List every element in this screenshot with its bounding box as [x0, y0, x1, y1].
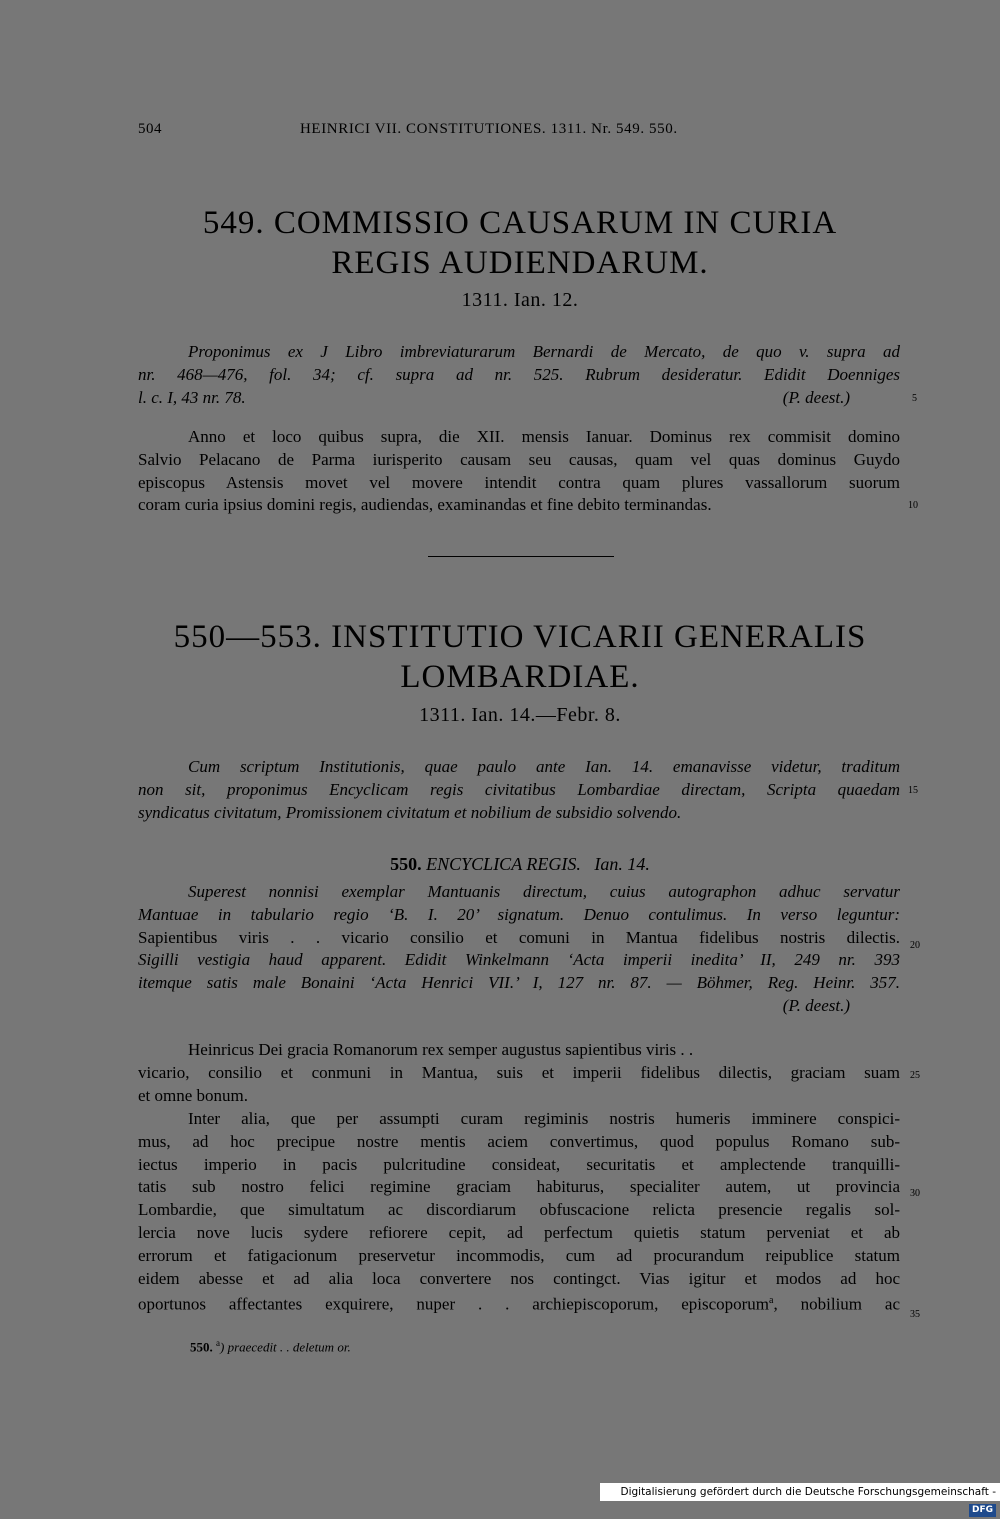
doc-550-greeting [138, 1039, 900, 1107]
intro-line: Cum scriptum Institutionis, quae paulo ante Ian. 14. emanavisse videtur, traditum [188, 757, 900, 776]
doc-550-title [140, 617, 900, 697]
body-line: coram curia ipsius domini regis, audiendas, examinandas et fine debito terminandas. [138, 495, 712, 515]
source-line: Sapientibus viris . . vicario consilio et comuni in Mantua fidelibus nostris dilectis. [138, 927, 900, 947]
doc-550-date: 1311. Ian. 14.—Febr. 8. [419, 704, 621, 726]
doc-549-title-line1: 549. COMMISSIO CAUSARUM IN CURIA [202, 205, 838, 241]
text-segment: oportunos affectantes exquirere, nuper . . archiepiscoporum, episcoporum [138, 1295, 770, 1315]
text-line: Heinricus Dei gracia Romanorum rex semper augustus sapientibus viris . . [188, 1040, 694, 1059]
doc-549-date: 1311. Ian. 12. [461, 289, 579, 311]
running-header [138, 121, 838, 143]
p-deest: (P. deest.) [782, 995, 850, 1015]
doc-549-title-line2: REGIS AUDIENDARUM. [331, 245, 709, 281]
intro-line: non sit, proponimus Encyclicam regis civitatibus Lombardiae directam, Scripta quaedam [138, 779, 900, 799]
footer-text: Digitalisierung gefördert durch die Deutsche Forschungsgemeinschaft - [620, 1486, 996, 1498]
intro-line: syndicatus civitatum, Promissionem civitatum et nobilium de subsidio solvendo. [138, 802, 682, 822]
line-number: 30 [910, 1188, 920, 1199]
running-title: HEINRICI VII. CONSTITUTIONES. 1311. Nr. 549. 550. [300, 121, 678, 137]
line-number: 5 [912, 393, 917, 404]
text-line: Inter alia, que per assumpti curam regiminis nostris humeris imminere conspici- [188, 1109, 900, 1128]
sub-title: ENCYCLICA REGIS. [426, 854, 581, 874]
line-number: 25 [910, 1070, 920, 1081]
dfg-footer [600, 1483, 1000, 1515]
doc-550-title-line1: 550—553. INSTITUTIO VICARII GENERALIS [173, 619, 867, 655]
body-line: Salvio Pelacano de Parma iurisperito causam seu causas, quam vel quas dominus Guydo [138, 449, 900, 469]
source-line: itemque satis male Bonaini ‘Acta Henrici VII.’ I, 127 nr. 87. — Böhmer, Reg. Heinr. 357. [138, 973, 900, 993]
section-divider [428, 556, 614, 557]
doc-550-body [138, 1108, 900, 1317]
body-line: episcopus Astensis movet vel movere intendit contra quam plures vassallorum suorum [138, 472, 900, 492]
text-line: mus, ad hoc precipue nostre mentis aciem convertimus, quod populus Romano sub- [138, 1131, 900, 1151]
text-line: tatis sub nostro felici regimine graciam habiturus, specialiter autem, ut provincia [138, 1177, 900, 1197]
p-deest: (P. deest.) [782, 387, 850, 407]
sub-date: Ian. 14. [594, 854, 650, 874]
dfg-logo: DFG [969, 1504, 996, 1517]
doc-549-intro [138, 341, 900, 409]
footnote [190, 1338, 351, 1355]
encyclica-heading [140, 854, 900, 875]
doc-550-source [138, 881, 900, 1018]
intro-text: l. c. I, 43 nr. 78. [138, 387, 246, 407]
line-number: 20 [910, 940, 920, 951]
footnote-marker: a [769, 1295, 774, 1307]
text-line: Lombardie, que simultatum ac discordiarum obfuscacione relicta presencie regalis sol- [138, 1200, 900, 1220]
sub-number: 550. [390, 854, 422, 874]
text-line: lercia nove lucis sydere refiorere cepit, ad perfectum quietis statum perveniat et ab [138, 1222, 900, 1242]
text-line: vicario, consilio et conmuni in Mantua, suis et imperii fidelibus dilectis, graciam suam [138, 1062, 900, 1082]
doc-549-title [140, 203, 900, 283]
text-line: errorum et fatigacionum preservetur incommodis, cum ad procurandum reipublice statum [138, 1245, 900, 1265]
body-line: Anno et loco quibus supra, die XII. mensis Ianuar. Dominus rex commisit domino [188, 427, 900, 446]
line-number: 10 [908, 500, 918, 511]
line-number: 35 [910, 1309, 920, 1320]
page-number: 504 [138, 121, 162, 137]
text-line: eidem abesse et ad alia loca convertere nos contingct. Vias igitur et modos ad hoc [138, 1268, 900, 1288]
doc-550-title-line2: LOMBARDIAE. [400, 659, 640, 695]
text-line: et omne bonum. [138, 1085, 249, 1105]
source-line: Superest nonnisi exemplar Mantuanis directum, cuius autographon adhuc servatur [188, 882, 900, 901]
source-line: Sigilli vestigia haud apparent. Edidit Winkelmann ‘Acta imperii inedita’ II, 249 nr. 393 [138, 950, 900, 970]
source-line: Mantuae in tabulario regio ‘B. I. 20’ signatum. Denuo contulimus. In verso leguntur: [138, 904, 900, 924]
text-line [138, 1290, 900, 1316]
doc-550-intro [138, 756, 900, 824]
intro-line [138, 387, 900, 410]
intro-line: nr. 468—476, fol. 34; cf. supra ad nr. 525. Rubrum desideratur. Edidit Doenniges [138, 364, 900, 384]
line-number: 15 [908, 785, 918, 796]
doc-549-body [138, 426, 900, 517]
text-segment: , nobilium ac [773, 1295, 900, 1315]
intro-line: Proponimus ex J Libro imbreviaturarum Bernardi de Mercato, de quo v. supra ad [188, 342, 900, 361]
footnote-number: 550. [190, 1339, 213, 1355]
footnote-letter: a [216, 1338, 220, 1348]
text-line: iectus imperio in pacis pulcritudine consideat, securitatis et amplectende tranquilli- [138, 1154, 900, 1174]
footnote-text: ) praecedit . . deletum or. [220, 1339, 351, 1355]
